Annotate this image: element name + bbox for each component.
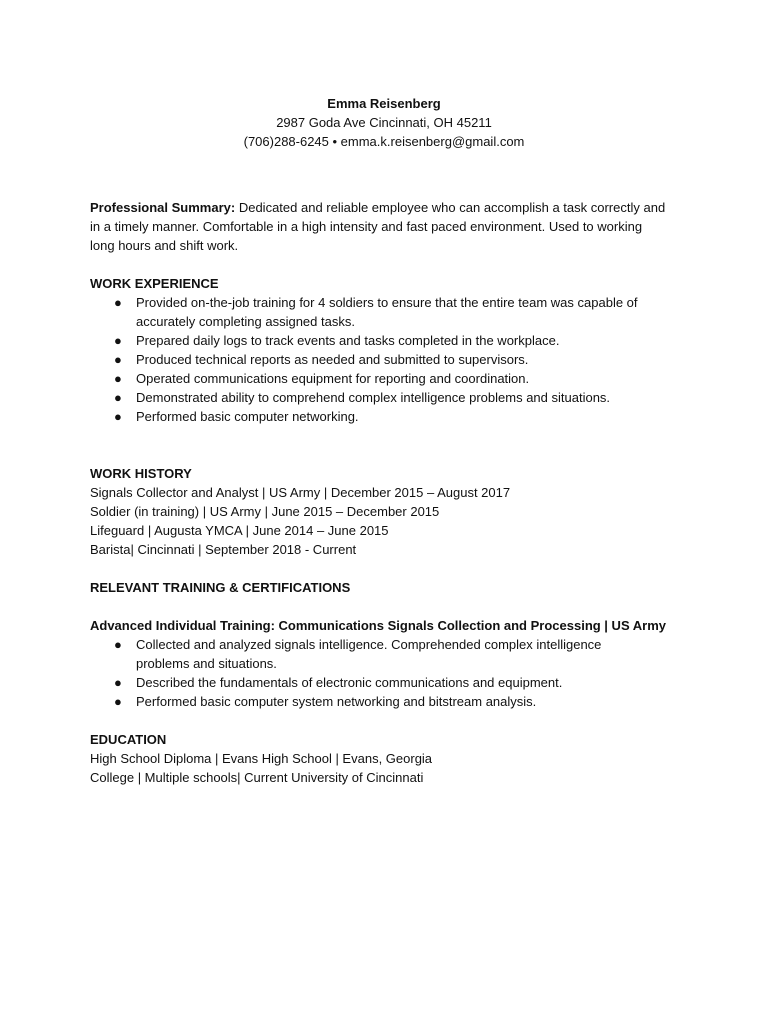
resume-header [90,94,678,151]
work-history-section [90,464,678,559]
bullet-icon: ● [114,637,122,652]
work-history-entry: Soldier (in training) | US Army | June 2015 – December 2015 [90,504,440,519]
list-item [110,331,678,350]
list-item-text: Demonstrated ability to comprehend complex intelligence problems and situations. [136,390,611,405]
list-item-text: Prepared daily logs to track events and tasks completed in the workplace. [136,333,560,348]
bullet-icon: ● [114,333,122,348]
summary-text: Dedicated and reliable employee who can accomplish a task correctly and in a timely manner. Comfortable in a high intensity and fast paced environment. Used to working long hours and shift work. [90,200,666,253]
training-heading: RELEVANT TRAINING & CERTIFICATIONS [90,580,351,595]
list-item-text: Produced technical reports as needed and submitted to supervisors. [136,352,529,367]
training-list [90,635,678,711]
work-experience-list [90,293,678,426]
education-entry: High School Diploma | Evans High School | Evans, Georgia [90,751,433,766]
education-entry: College | Multiple schools| Current University of Cincinnati [90,770,424,785]
training-section [90,578,678,711]
candidate-name: Emma Reisenberg [327,96,441,111]
bullet-icon: ● [114,295,122,310]
list-item [110,407,678,426]
summary-label: Professional Summary: [90,200,236,215]
list-item [110,692,678,711]
bullet-icon: ● [114,390,122,405]
training-title: Advanced Individual Training: Communications Signals Collection and Processing | US Army [90,618,666,633]
list-item [110,635,678,673]
list-item [110,388,678,407]
list-item [110,350,678,369]
list-item-text: Performed basic computer system networking and bitstream analysis. [136,694,537,709]
list-item-text: Provided on-the-job training for 4 soldiers to ensure that the entire team was capable of accurately completing assigned tasks. [136,295,638,329]
bullet-icon: ● [114,409,122,424]
work-experience-heading: WORK EXPERIENCE [90,276,219,291]
work-history-entry: Barista| Cincinnati | September 2018 - Current [90,542,357,557]
list-item [110,673,678,692]
candidate-address: 2987 Goda Ave Cincinnati, OH 45211 [276,115,492,130]
bullet-icon: ● [114,694,122,709]
list-item [110,369,678,388]
list-item-text: Collected and analyzed signals intelligence. Comprehended complex intelligence problems and situations. [136,637,602,671]
bullet-icon: ● [114,352,122,367]
professional-summary [90,198,670,255]
work-experience-section [90,274,678,426]
list-item-text: Performed basic computer networking. [136,409,359,424]
work-history-heading: WORK HISTORY [90,466,192,481]
education-heading: EDUCATION [90,732,167,747]
work-history-entry: Lifeguard | Augusta YMCA | June 2014 – June 2015 [90,523,389,538]
education-section [90,730,678,787]
work-history-entry: Signals Collector and Analyst | US Army | December 2015 – August 2017 [90,485,511,500]
list-item-text: Operated communications equipment for reporting and coordination. [136,371,530,386]
bullet-icon: ● [114,371,122,386]
list-item [110,293,678,331]
candidate-contact: (706)288-6245 • emma.k.reisenberg@gmail.com [243,134,525,149]
bullet-icon: ● [114,675,122,690]
list-item-text: Described the fundamentals of electronic communications and equipment. [136,675,563,690]
